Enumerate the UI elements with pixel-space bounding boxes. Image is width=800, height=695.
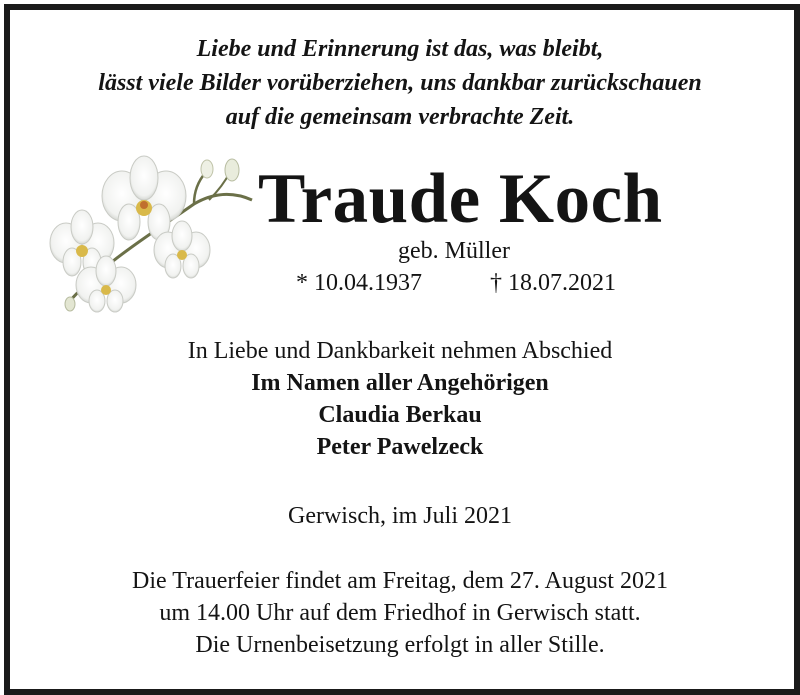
funeral-line-2: um 14.00 Uhr auf dem Friedhof in Gerwisch statt. (159, 600, 641, 626)
place-date: Gerwisch, im Juli 2021 (288, 503, 512, 529)
deceased-name: Traude Koch (258, 160, 663, 238)
death-date: † 18.07.2021 (490, 270, 616, 296)
family-line: Im Namen aller Angehörigen (251, 370, 549, 396)
mourner-name: Peter Pawelzeck (316, 434, 484, 460)
poem-line-3: auf die gemeinsam verbrachte Zeit. (225, 104, 575, 130)
maiden-name: geb. Müller (398, 238, 510, 264)
orchid-flower-icon (44, 152, 259, 322)
farewell-intro: In Liebe und Dankbarkeit nehmen Abschied (187, 338, 613, 364)
poem-line-1: Liebe und Erinnerung ist das, was bleibt, (196, 36, 604, 62)
mourner-name: Claudia Berkau (318, 402, 482, 428)
funeral-line-1: Die Trauerfeier findet am Freitag, dem 27. August 2021 (132, 568, 668, 594)
poem-line-2: lässt viele Bilder vorüberziehen, uns dankbar zurückschauen (98, 70, 702, 96)
birth-date: * 10.04.1937 (296, 270, 422, 296)
memorial-poem (0, 32, 800, 134)
funeral-line-3: Die Urnenbeisetzung erfolgt in aller Stille. (195, 632, 605, 658)
